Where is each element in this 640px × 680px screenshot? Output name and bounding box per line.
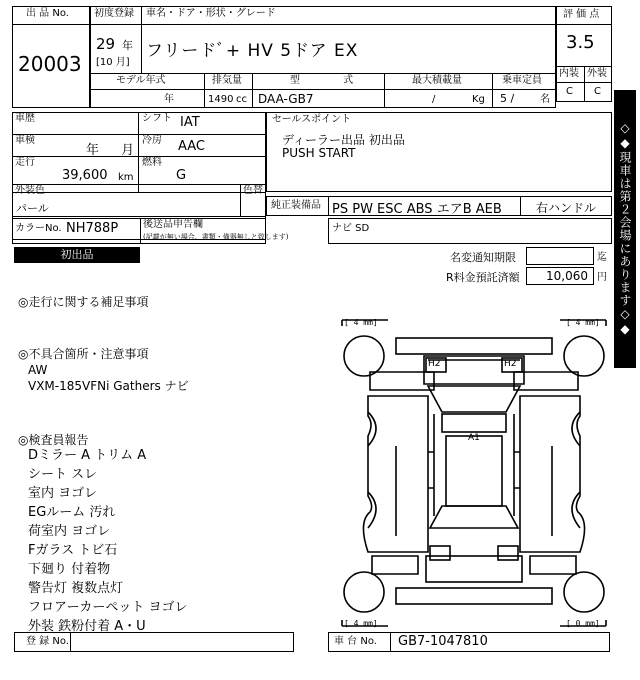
load-unit: Kg <box>472 94 485 105</box>
inspection-value: 年 月 <box>86 143 135 158</box>
load-value: / <box>432 94 436 105</box>
equipment-value: PS PW ESC ABS エアB AEB <box>332 202 502 217</box>
lot-label: 出 品 No. <box>26 8 69 19</box>
shift-value: IAT <box>180 115 200 130</box>
selling-point-2: PUSH START <box>282 146 356 160</box>
displacement-unit: cc <box>236 94 247 105</box>
exterior-label: 外装 <box>587 68 607 79</box>
type-value: DAA-GB7 <box>258 92 314 106</box>
recycle-label: R料金預託済額 <box>446 271 520 284</box>
inspector-item: 警告灯 複数点灯 <box>28 581 124 596</box>
car-desc-label: 車名・ドア・形状・グレード <box>146 8 276 19</box>
name-change-box <box>526 247 594 265</box>
load-label: 最大積載量 <box>412 75 462 86</box>
equipment-label: 純正装備品 <box>271 200 321 211</box>
lot-number: 20003 <box>18 52 82 76</box>
inspector-item: フロアーカーペット ヨゴレ <box>28 600 188 615</box>
mileage-label: 走行 <box>15 157 35 168</box>
model-year-label: モデル年式 <box>116 75 166 86</box>
recycle-unit: 円 <box>597 272 607 283</box>
aircon-label: 冷房 <box>142 135 162 146</box>
defect-2: VXM-185VFNi Gathers ナビ <box>28 379 189 393</box>
fuel-label: 燃料 <box>142 157 162 168</box>
defects-title: ◎不具合箇所・注意事項 <box>18 347 149 361</box>
first-reg-year: 29 <box>96 35 116 53</box>
year-unit: 年 <box>122 39 133 52</box>
displacement-value: 1490 <box>208 94 234 105</box>
car-damage-diagram <box>338 316 610 630</box>
inspector-item: 荷室内 ヨゴレ <box>28 524 111 539</box>
side-banner: ◇◆現車は第２会場にあります◇◆ <box>614 90 636 368</box>
inspector-item: 室内 ヨゴレ <box>28 486 98 501</box>
selling-point-1: ディーラー出品 初出品 <box>282 133 405 147</box>
chassis-label: 車 台 No. <box>334 636 377 647</box>
model-year-unit: 年 <box>164 94 174 105</box>
damage-mark-h2-right: H2 <box>504 359 517 369</box>
inspector-item: Dミラー A トリム A <box>28 448 147 463</box>
first-listing-badge: 初出品 <box>14 247 140 263</box>
history-label: 車歴 <box>15 113 35 124</box>
fuel-value: G <box>176 168 187 183</box>
name-change-label: 名変通知期限 <box>450 251 516 264</box>
interior-grade: C <box>566 86 573 97</box>
mileage-value: 39,600 <box>62 168 108 183</box>
capacity-value: 5 / <box>500 92 515 105</box>
exterior-grade: C <box>594 86 601 97</box>
inspector-item: 下廻り 付着物 <box>28 562 111 577</box>
damage-mark-a1: A1 <box>468 433 480 443</box>
inspector-title: ◎検査員報告 <box>18 433 89 447</box>
navi-value: ナビ SD <box>332 223 370 234</box>
inspector-item: シート スレ <box>28 467 98 482</box>
tire-depth-front-left: [ 4 mm] <box>344 318 378 327</box>
type-label: 型 式 <box>290 75 374 86</box>
ext-color-label: 外装色 <box>15 185 45 196</box>
inspector-item: EGルーム 汚れ <box>28 505 116 520</box>
inspection-label: 車検 <box>15 135 35 146</box>
reg-no-label: 登 録 No. <box>26 636 69 647</box>
selling-points-label: セールスポイント <box>272 114 352 125</box>
tire-depth-rear-left: [ 4 mm] <box>344 619 378 628</box>
car-name: フリードﾞ+ HV 5ドア EX <box>146 41 359 61</box>
steering-value: 右ハンドル <box>536 201 597 215</box>
interior-label: 内装 <box>559 68 579 79</box>
color-no-value: NH788P <box>66 221 119 236</box>
mileage-unit: km <box>118 172 134 183</box>
grade-label: 評 価 点 <box>563 9 600 20</box>
capacity-unit: 名 <box>540 94 550 105</box>
aircon-value: AAC <box>178 139 205 154</box>
color-no-label: カラーNo. <box>15 223 62 234</box>
chassis-value: GB7-1047810 <box>398 634 488 649</box>
displacement-label: 排気量 <box>212 75 242 86</box>
inspector-item: 外装 鉄粉付着 A・U <box>28 619 146 634</box>
supplement-title: ◎走行に関する補足事項 <box>18 295 149 309</box>
shift-label: シフト <box>142 113 172 124</box>
ext-color-value: パール <box>16 202 49 215</box>
capacity-label: 乗車定員 <box>502 75 542 86</box>
first-reg-label: 初度登録 <box>94 8 134 19</box>
recycle-value: 10,060 <box>546 269 588 283</box>
color-change-label: 色替 <box>243 185 263 196</box>
shipping-label: 後送品申告欄 <box>143 219 203 230</box>
car-diagram-svg <box>338 316 610 630</box>
name-change-unit: 迄 <box>597 252 607 263</box>
grade-value: 3.5 <box>566 32 595 53</box>
tire-depth-rear-right: [ 0 mm] <box>566 619 600 628</box>
inspector-item: Fガラス トビ石 <box>28 543 118 558</box>
defect-1: AW <box>28 363 48 377</box>
tire-depth-front-right: [ 4 mm] <box>566 318 600 327</box>
damage-mark-h2-left: H2 <box>428 359 441 369</box>
shipping-note: (記載が無い場合、書類・備器無しと致します) <box>143 233 289 241</box>
first-reg-month: [10 月] <box>96 57 130 68</box>
